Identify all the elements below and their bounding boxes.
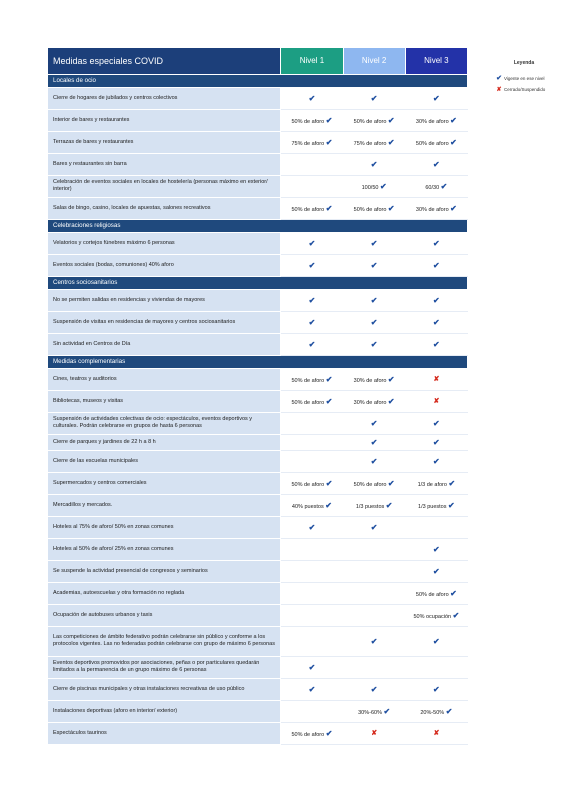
- table-row: [48, 656, 468, 678]
- table-row: [48, 582, 468, 604]
- nivel-3-cell: [405, 582, 467, 604]
- nivel-3-cell: [405, 560, 467, 582]
- check-icon: ✔: [450, 203, 457, 213]
- cross-icon: ✘: [433, 730, 440, 737]
- measure-label: Bibliotecas, museos y visitas: [48, 390, 281, 412]
- check-icon: ✔: [433, 238, 440, 248]
- table-row: [48, 700, 468, 722]
- check-icon: ✔: [325, 137, 333, 147]
- table-row: [48, 87, 468, 109]
- measure-label: Cierre de hogares de jubilados y centros colectivos: [48, 87, 281, 109]
- nivel-3-cell: [405, 516, 467, 538]
- cell-value-text: 50% de aforo: [415, 140, 451, 147]
- nivel-2-cell: [343, 175, 405, 197]
- table-row: [48, 560, 468, 582]
- nivel-2-cell: [343, 368, 405, 390]
- nivel-3-cell: [405, 434, 467, 450]
- nivel-2-cell: [343, 450, 405, 472]
- check-icon: ✔: [370, 317, 378, 327]
- check-icon: ✔: [433, 544, 440, 554]
- check-icon: ✔: [387, 396, 395, 406]
- table-header-row: [48, 48, 468, 74]
- section-title: Locales de ocio: [48, 74, 468, 87]
- nivel-2-cell: [343, 604, 405, 626]
- nivel-1-cell: [281, 254, 343, 276]
- table-row: [48, 494, 468, 516]
- measure-label: Suspensión de visitas en residencias de mayores y centros sociosanitarios: [48, 311, 281, 333]
- check-icon: ✔: [433, 456, 440, 466]
- table-row: [48, 333, 468, 355]
- check-icon: ✔: [450, 588, 457, 598]
- nivel-1-cell: [281, 560, 343, 582]
- cross-icon: ✘: [371, 730, 378, 737]
- nivel-1-cell: [281, 494, 343, 516]
- check-icon: ✔: [433, 339, 440, 349]
- nivel-3-cell: [405, 311, 467, 333]
- measure-label: Supermercados y centros comerciales: [48, 472, 281, 494]
- check-icon: ✔: [379, 181, 387, 191]
- table-row: [48, 131, 468, 153]
- check-icon: ✔: [370, 456, 378, 466]
- check-icon: ✔: [370, 93, 378, 103]
- nivel-2-cell: [343, 311, 405, 333]
- measure-label: Hoteles al 75% de aforo/ 50% en zonas comunes: [48, 516, 281, 538]
- check-icon: ✔: [385, 500, 393, 510]
- nivel-3-cell: [405, 494, 467, 516]
- measure-label: Interior de bares y restaurantes: [48, 109, 281, 131]
- nivel-3-cell: [405, 87, 467, 109]
- cross-icon: ✘: [433, 398, 440, 405]
- measure-label: Celebración de eventos sociales en locales de hostelería (personas máximo en exterior/ interior): [48, 175, 281, 197]
- nivel-2-cell: [343, 87, 405, 109]
- cell-value-text: 50% de aforo: [415, 591, 451, 598]
- check-icon: ✔: [433, 684, 440, 694]
- section-header-row: [48, 355, 468, 368]
- nivel-1-cell: [281, 131, 343, 153]
- nivel-2-cell: [343, 516, 405, 538]
- check-icon: ✔: [448, 500, 455, 510]
- table-row: [48, 368, 468, 390]
- table-row: [48, 450, 468, 472]
- check-icon: ✔: [433, 566, 440, 576]
- nivel-3-cell: [405, 700, 467, 722]
- nivel-1-cell: [281, 472, 343, 494]
- check-icon: ✔: [387, 137, 395, 147]
- nivel-3-header: Nivel 3: [405, 48, 467, 74]
- nivel-2-cell: [343, 197, 405, 219]
- check-icon: ✔: [308, 260, 316, 270]
- check-icon: ✔: [308, 662, 316, 672]
- table-row: [48, 626, 468, 656]
- measure-label: Instalaciones deportivas (aforo en interior/ exterior): [48, 700, 281, 722]
- nivel-1-cell: [281, 311, 343, 333]
- nivel-2-cell: [343, 289, 405, 311]
- cell-value-text: 50% de aforo: [353, 206, 388, 213]
- nivel-2-cell: [343, 494, 405, 516]
- nivel-3-cell: [405, 538, 467, 560]
- nivel-3-cell: [405, 131, 467, 153]
- check-icon: ✔: [387, 478, 395, 488]
- legend-item: [494, 86, 554, 93]
- nivel-2-cell: [343, 333, 405, 355]
- nivel-2-header: Nivel 2: [343, 48, 405, 74]
- legend-item-label: Cerrado/Suspendido: [504, 87, 546, 92]
- nivel-2-cell: [343, 656, 405, 678]
- check-icon: ✔: [325, 396, 333, 406]
- nivel-1-cell: [281, 434, 343, 450]
- measure-label: No se permiten salidas en residencias y viviendas de mayores: [48, 289, 281, 311]
- cell-value-text: 30% de aforo: [415, 118, 451, 125]
- legend: [494, 60, 554, 97]
- check-icon: ✔: [433, 93, 440, 103]
- nivel-2-cell: [343, 131, 405, 153]
- check-icon: ✔: [325, 728, 333, 738]
- measure-label: Suspensión de actividades colectivas de ocio: espectáculos, eventos deportivos y culturales. Podrán celebrarse en grupos de hasta 6 personas: [48, 412, 281, 434]
- cell-value-text: 50% de aforo: [291, 118, 326, 125]
- nivel-1-cell: [281, 87, 343, 109]
- nivel-2-cell: [343, 472, 405, 494]
- nivel-2-cell: [343, 538, 405, 560]
- check-icon: ✔: [308, 684, 316, 694]
- nivel-1-cell: [281, 197, 343, 219]
- check-icon: ✔: [383, 706, 391, 716]
- nivel-2-cell: [343, 722, 405, 744]
- measure-label: Las competiciones de ámbito federativo podrán celebrarse sin público y conforme a los protocolos vigentes. Las no federadas podrán celebrarse con grupo de máximo 6 personas: [48, 626, 281, 656]
- nivel-1-cell: [281, 289, 343, 311]
- cell-value-text: 100/50: [361, 184, 380, 191]
- nivel-2-cell: [343, 390, 405, 412]
- check-icon: ✔: [308, 238, 316, 248]
- cell-value-text: 20%-50%: [420, 709, 446, 716]
- check-icon: ✔: [370, 260, 378, 270]
- nivel-2-cell: [343, 153, 405, 175]
- check-icon: ✔: [370, 684, 378, 694]
- nivel-2-cell: [343, 254, 405, 276]
- check-icon: ✔: [452, 610, 460, 620]
- check-icon: ✔: [370, 295, 378, 305]
- legend-title: Leyenda: [513, 60, 535, 66]
- nivel-3-cell: [405, 450, 467, 472]
- table-row: [48, 412, 468, 434]
- cell-value-text: 50% de aforo: [291, 206, 326, 213]
- check-icon: ✔: [450, 115, 457, 125]
- check-icon: ✔: [387, 203, 395, 213]
- nivel-1-cell: [281, 333, 343, 355]
- cell-value-text: 75% de aforo: [291, 140, 326, 147]
- nivel-1-cell: [281, 232, 343, 254]
- table-row: [48, 538, 468, 560]
- nivel-1-header: Nivel 1: [281, 48, 343, 74]
- cell-value-text: 30% de aforo: [415, 206, 451, 213]
- nivel-3-cell: [405, 333, 467, 355]
- table-row: [48, 254, 468, 276]
- section-header-row: [48, 74, 468, 87]
- check-icon: ✔: [325, 478, 333, 488]
- nivel-2-cell: [343, 560, 405, 582]
- check-icon: ✔: [448, 478, 456, 488]
- table-row: [48, 175, 468, 197]
- measure-label: Bares y restaurantes sin barra: [48, 153, 281, 175]
- check-icon: ✔: [370, 636, 378, 646]
- nivel-3-cell: [405, 175, 467, 197]
- nivel-2-cell: [343, 412, 405, 434]
- cell-value-text: 50% de aforo: [291, 377, 326, 384]
- check-icon: ✔: [325, 203, 333, 213]
- cell-value-text: 50% de aforo: [291, 399, 326, 406]
- cell-value-text: 40% puestos: [291, 503, 326, 510]
- measure-label: Mercadillos y mercados.: [48, 494, 281, 516]
- nivel-1-cell: [281, 450, 343, 472]
- check-icon: ✔: [440, 181, 448, 191]
- section-title: Celebraciones religiosas: [48, 219, 468, 232]
- check-icon: ✔: [370, 437, 378, 447]
- cell-value-text: 50% de aforo: [353, 118, 388, 125]
- measure-label: Cierre de parques y jardines de 22 h a 8 h: [48, 434, 281, 450]
- check-icon: ✔: [325, 115, 333, 125]
- check-icon: ✔: [433, 418, 440, 428]
- nivel-3-cell: [405, 368, 467, 390]
- check-icon: ✔: [308, 93, 316, 103]
- nivel-2-cell: [343, 582, 405, 604]
- nivel-3-cell: [405, 390, 467, 412]
- measure-label: Cines, teatros y auditorios: [48, 368, 281, 390]
- measure-label: Ocupación de autobuses urbanos y taxis: [48, 604, 281, 626]
- cell-value-text: 75% de aforo: [353, 140, 388, 147]
- nivel-3-cell: [405, 153, 467, 175]
- check-icon: ✔: [370, 159, 378, 169]
- table-row: [48, 153, 468, 175]
- nivel-3-cell: [405, 109, 467, 131]
- cell-value-text: 30% de aforo: [353, 377, 388, 384]
- check-icon: ✔: [308, 339, 316, 349]
- check-icon: ✔: [433, 317, 440, 327]
- check-icon: ✔: [433, 159, 440, 169]
- legend-item: [494, 74, 554, 82]
- table-row: [48, 109, 468, 131]
- nivel-1-cell: [281, 516, 343, 538]
- table-row: [48, 390, 468, 412]
- cell-value-text: 50% ocupación: [413, 613, 453, 620]
- measure-label: Academias, autoescuelas y otra formación no reglada: [48, 582, 281, 604]
- section-header-row: [48, 219, 468, 232]
- cell-value-text: 30%-60%: [358, 709, 384, 716]
- cell-value-text: 50% de aforo: [353, 481, 388, 488]
- nivel-1-cell: [281, 582, 343, 604]
- nivel-1-cell: [281, 153, 343, 175]
- nivel-3-cell: [405, 626, 467, 656]
- nivel-2-cell: [343, 232, 405, 254]
- table-body: [48, 74, 468, 744]
- measure-label: Terrazas de bares y restaurantes: [48, 131, 281, 153]
- cross-icon: ✘: [496, 87, 502, 93]
- section-header-row: [48, 276, 468, 289]
- nivel-1-cell: [281, 412, 343, 434]
- cell-value-text: 1/3 puestos: [355, 503, 386, 510]
- nivel-1-cell: [281, 700, 343, 722]
- measure-label: Eventos sociales (bodas, comuniones) 40% aforo: [48, 254, 281, 276]
- measure-label: Salas de bingo, casino, locales de apuestas, salones recreativos: [48, 197, 281, 219]
- nivel-3-cell: [405, 254, 467, 276]
- nivel-1-cell: [281, 656, 343, 678]
- nivel-2-cell: [343, 109, 405, 131]
- measure-label: Cierre de las escuelas municipales: [48, 450, 281, 472]
- check-icon: ✔: [325, 500, 332, 510]
- cell-value-text: 60/30: [425, 184, 441, 191]
- table-row: [48, 722, 468, 744]
- table-row: [48, 197, 468, 219]
- check-icon: ✔: [308, 317, 316, 327]
- check-icon: ✔: [445, 706, 453, 716]
- measure-label: Hoteles al 50% de aforo/ 25% en zonas comunes: [48, 538, 281, 560]
- nivel-1-cell: [281, 604, 343, 626]
- table-row: [48, 434, 468, 450]
- check-icon: ✔: [433, 636, 440, 646]
- nivel-3-cell: [405, 197, 467, 219]
- check-icon: ✔: [387, 374, 395, 384]
- check-icon: ✔: [433, 437, 440, 447]
- legend-item-label: Vigente en ese nivel: [504, 75, 545, 81]
- measure-label: Espectáculos taurinos: [48, 722, 281, 744]
- check-icon: ✔: [433, 260, 440, 270]
- nivel-2-cell: [343, 626, 405, 656]
- check-icon: ✔: [370, 238, 378, 248]
- table-row: [48, 472, 468, 494]
- table-row: [48, 311, 468, 333]
- check-icon: ✔: [387, 115, 395, 125]
- cell-value-text: 50% de aforo: [291, 731, 326, 738]
- covid-measures-table: [48, 48, 468, 745]
- check-icon: ✔: [308, 522, 316, 532]
- table-row: [48, 604, 468, 626]
- cross-icon: ✘: [433, 376, 440, 383]
- nivel-3-cell: [405, 678, 467, 700]
- check-icon: ✔: [325, 374, 333, 384]
- cell-value-text: 50% de aforo: [291, 481, 326, 488]
- table-title: Medidas especiales COVID: [48, 48, 281, 74]
- table-row: [48, 678, 468, 700]
- measure-label: Velatorios y cortejos fúnebres máximo 6 personas: [48, 232, 281, 254]
- nivel-1-cell: [281, 368, 343, 390]
- measure-label: Sin actividad en Centros de Día: [48, 333, 281, 355]
- nivel-3-cell: [405, 472, 467, 494]
- measure-label: Cierre de piscinas municipales y otras instalaciones recreativas de uso público: [48, 678, 281, 700]
- cell-value-text: 1/3 de aforo: [417, 481, 449, 488]
- nivel-1-cell: [281, 626, 343, 656]
- nivel-1-cell: [281, 175, 343, 197]
- nivel-3-cell: [405, 412, 467, 434]
- nivel-3-cell: [405, 656, 467, 678]
- table-row: [48, 516, 468, 538]
- nivel-1-cell: [281, 678, 343, 700]
- measure-label: Eventos deportivos promovidos por asociaciones, peñas o por particulares quedarán limitados a la permanencia de un grupo máximo de 6 personas: [48, 656, 281, 678]
- nivel-2-cell: [343, 700, 405, 722]
- check-icon: ✔: [433, 295, 440, 305]
- check-icon: ✔: [450, 137, 457, 147]
- cell-value-text: 30% de aforo: [353, 399, 388, 406]
- measure-label: Se suspende la actividad presencial de congresos y seminarios: [48, 560, 281, 582]
- check-icon: ✔: [370, 339, 378, 349]
- nivel-3-cell: [405, 289, 467, 311]
- table-row: [48, 289, 468, 311]
- nivel-3-cell: [405, 232, 467, 254]
- nivel-1-cell: [281, 722, 343, 744]
- check-icon: ✔: [370, 418, 378, 428]
- cell-value-text: 1/3 puestos: [418, 503, 449, 510]
- nivel-2-cell: [343, 434, 405, 450]
- section-title: Medidas complementarias: [48, 355, 468, 368]
- table-row: [48, 232, 468, 254]
- nivel-2-cell: [343, 678, 405, 700]
- nivel-1-cell: [281, 390, 343, 412]
- check-icon: ✔: [370, 522, 378, 532]
- section-title: Centros sociosanitarios: [48, 276, 468, 289]
- check-icon: ✔: [496, 75, 502, 82]
- nivel-1-cell: [281, 109, 343, 131]
- nivel-1-cell: [281, 538, 343, 560]
- nivel-3-cell: [405, 604, 467, 626]
- check-icon: ✔: [308, 295, 316, 305]
- nivel-3-cell: [405, 722, 467, 744]
